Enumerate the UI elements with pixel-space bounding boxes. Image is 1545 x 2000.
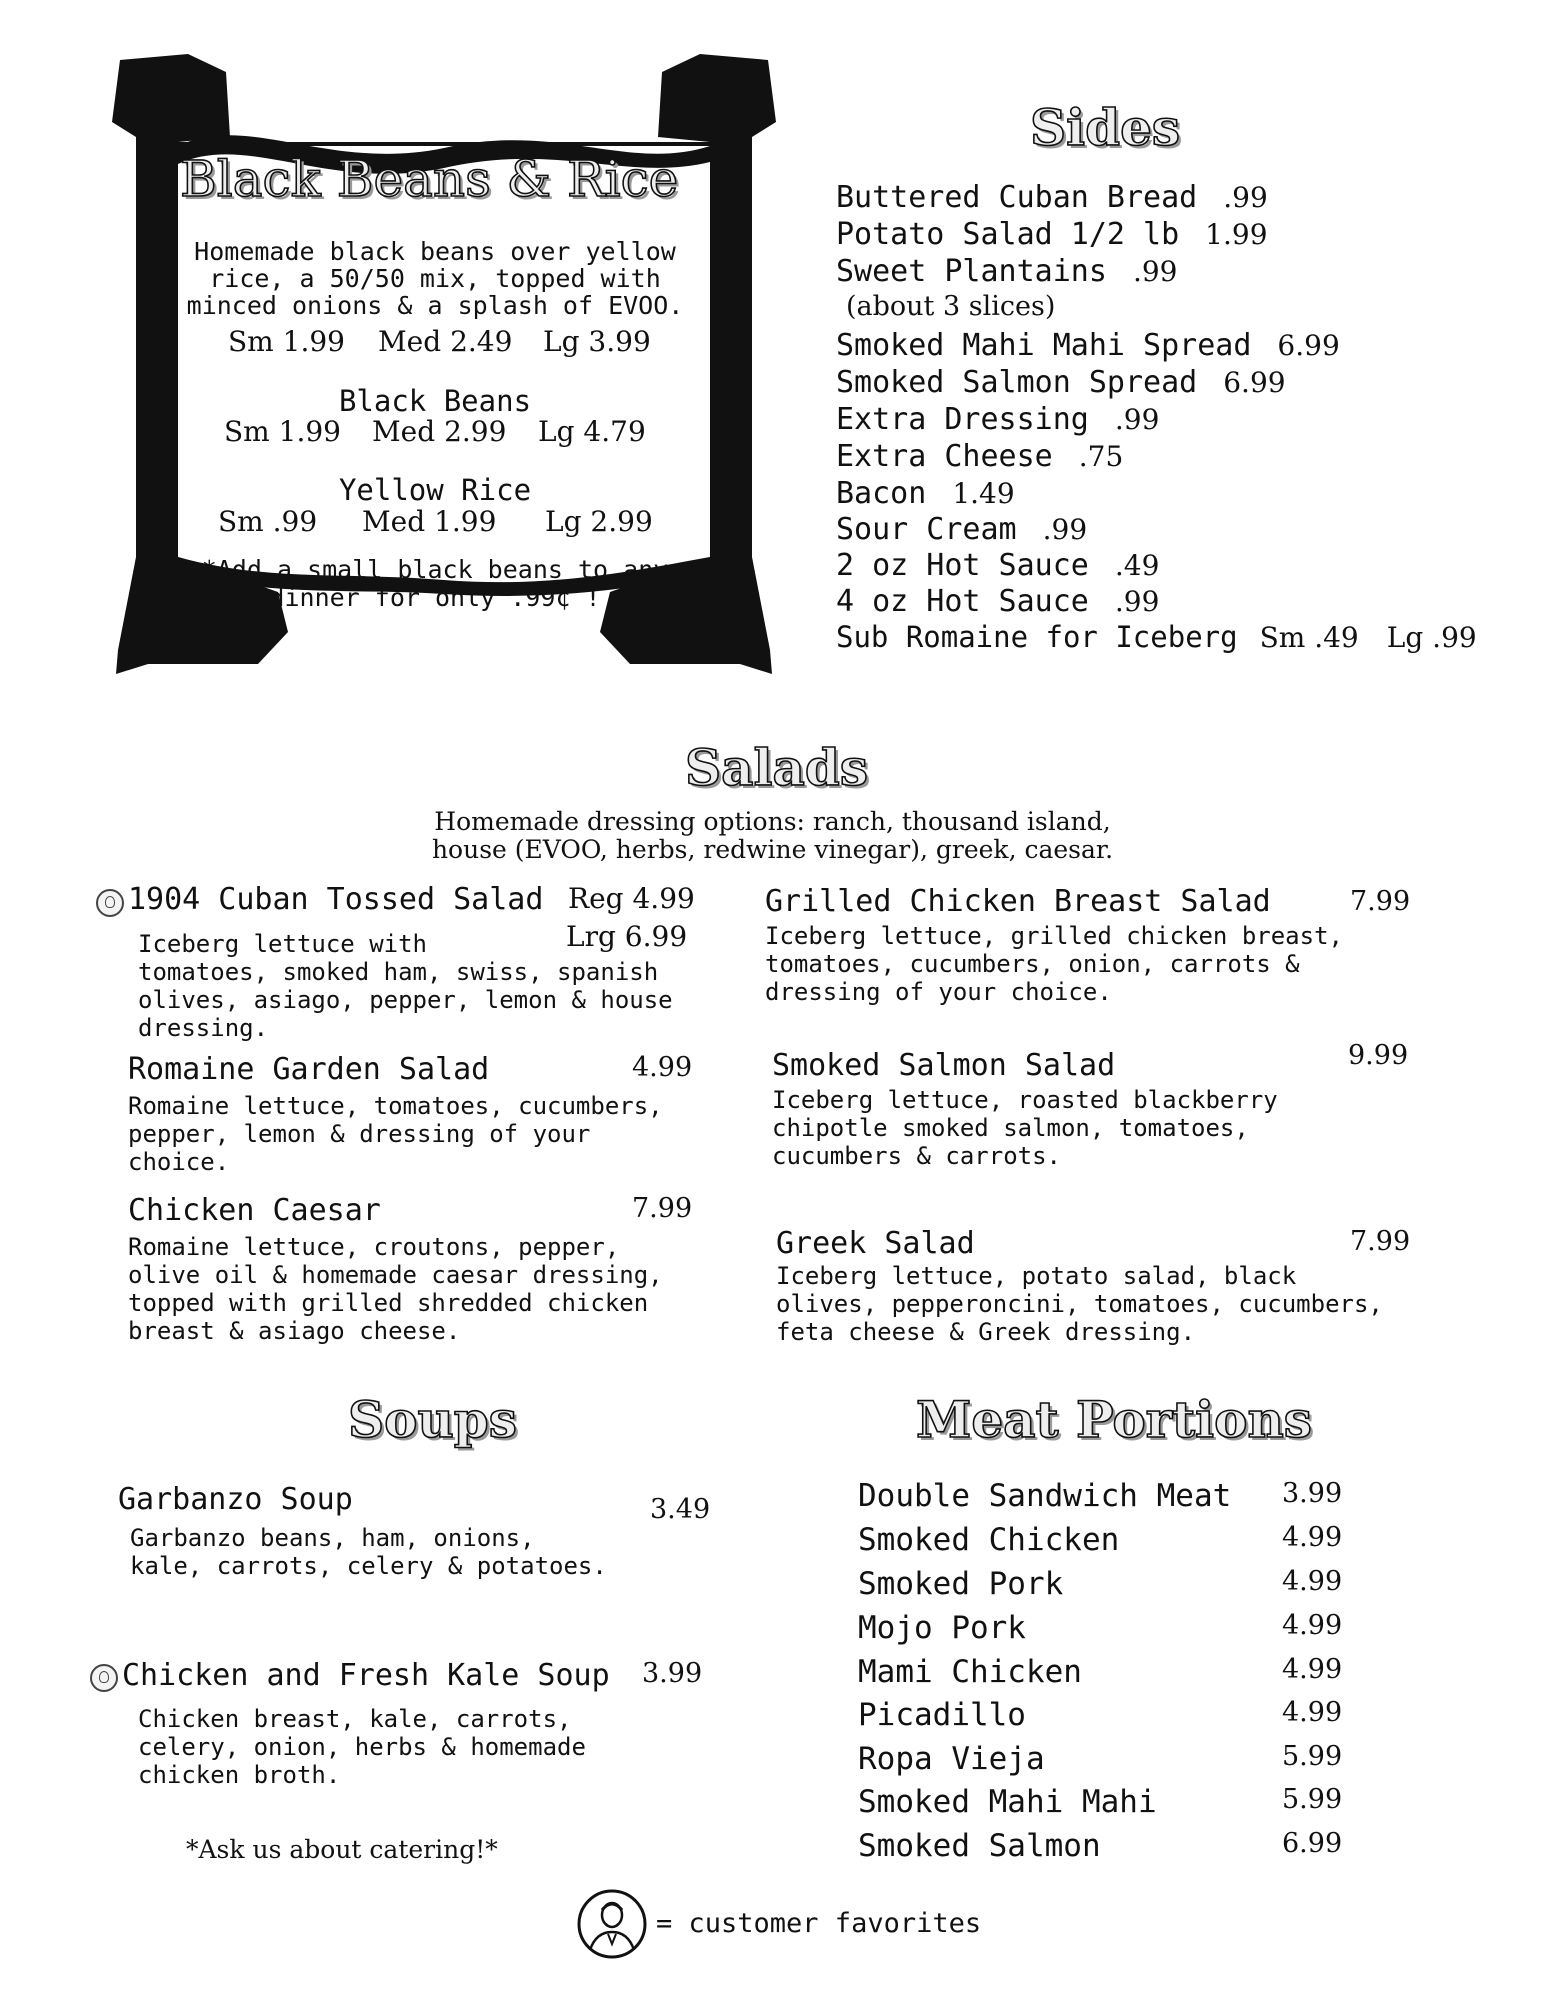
- list-item: Smoked Mahi Mahi Spread 6.99: [836, 328, 1340, 363]
- list-item: Double Sandwich Meat: [858, 1478, 1232, 1514]
- list-item: Potato Salad 1/2 lb 1.99: [836, 217, 1268, 252]
- black-beans-subtitle: Black Beans: [338, 384, 532, 418]
- list-item: Mami Chicken: [858, 1654, 1082, 1690]
- salad-description: Iceberg lettuce with tomatoes, smoked ham, swiss, spanish olives, asiago, pepper, lemon & house dressing.: [138, 930, 673, 1042]
- catering-note: *Ask us about catering!*: [186, 1835, 498, 1864]
- soups-title: Soups: [348, 1390, 517, 1449]
- list-item-price: 4.99: [1282, 1654, 1343, 1685]
- sides-title: Sides: [1030, 98, 1181, 157]
- list-item: Smoked Chicken: [858, 1522, 1120, 1558]
- list-item-price: 5.99: [1282, 1741, 1343, 1772]
- customer-favorite-icon: [90, 1664, 118, 1692]
- soup-price: 3.99: [642, 1658, 703, 1689]
- list-item: 2 oz Hot Sauce .49: [836, 548, 1160, 583]
- salads-intro: Homemade dressing options: ranch, thousand island, house (EVOO, herbs, redwine vinegar), greek, caesar.: [431, 807, 1114, 864]
- list-item: Picadillo: [858, 1697, 1026, 1733]
- list-item: Buttered Cuban Bread .99: [836, 180, 1268, 215]
- list-item: Smoked Salmon: [858, 1828, 1101, 1864]
- soup-name: Chicken and Fresh Kale Soup: [122, 1658, 610, 1693]
- list-item-price: 4.99: [1282, 1566, 1343, 1597]
- list-item: Smoked Mahi Mahi: [858, 1784, 1157, 1820]
- list-item: Extra Cheese .75: [836, 439, 1124, 474]
- salad-name: Greek Salad: [776, 1226, 975, 1261]
- list-item-price: 3.99: [1282, 1478, 1343, 1509]
- list-item: 4 oz Hot Sauce .99: [836, 584, 1160, 619]
- list-item-price: 4.99: [1282, 1522, 1343, 1553]
- yellow-rice-subtitle: Yellow Rice: [338, 473, 532, 507]
- list-item-price: 5.99: [1282, 1784, 1343, 1815]
- salad-name: Romaine Garden Salad: [128, 1052, 490, 1087]
- list-item: Bacon 1.49: [836, 476, 1015, 511]
- customer-favorite-icon: [576, 1888, 648, 1960]
- salad-description: Romaine lettuce, croutons, pepper, olive oil & homemade caesar dressing, topped with grilled shredded chicken breast & asiago cheese.: [128, 1233, 663, 1345]
- list-item: Sour Cream .99: [836, 512, 1088, 547]
- meat-portions-title: Meat Portions: [916, 1390, 1312, 1449]
- soup-description: Garbanzo beans, ham, onions, kale, carrots, celery & potatoes.: [130, 1524, 607, 1580]
- salad-description: Romaine lettuce, tomatoes, cucumbers, pepper, lemon & dressing of your choice.: [128, 1092, 663, 1176]
- list-item-note: (about 3 slices): [846, 291, 1056, 322]
- salad-name: Smoked Salmon Salad: [772, 1048, 1116, 1083]
- soup-description: Chicken breast, kale, carrots, celery, onion, herbs & homemade chicken broth.: [138, 1705, 586, 1789]
- salad-name: Grilled Chicken Breast Salad: [765, 884, 1271, 919]
- soup-name: Garbanzo Soup: [118, 1482, 353, 1517]
- list-item: Sub Romaine for Iceberg Sm .49 Lg .99: [836, 620, 1477, 654]
- salad-price: 9.99: [1348, 1040, 1409, 1071]
- list-item-price: 4.99: [1282, 1610, 1343, 1641]
- list-item-price: 6.99: [1282, 1828, 1343, 1859]
- salads-title: Salads: [685, 738, 869, 797]
- salad-price: Reg 4.99: [568, 882, 695, 915]
- salad-price-large: Lrg 6.99: [566, 920, 688, 953]
- salad-price: 7.99: [1350, 1226, 1411, 1257]
- salad-description: Iceberg lettuce, potato salad, black olives, pepperoncini, tomatoes, cucumbers, feta cheese & Greek dressing.: [776, 1262, 1383, 1346]
- salad-description: Iceberg lettuce, roasted blackberry chipotle smoked salmon, tomatoes, cucumbers & carrots.: [772, 1086, 1278, 1170]
- salad-name: Chicken Caesar: [128, 1193, 381, 1228]
- soup-price: 3.49: [650, 1494, 711, 1525]
- salad-description: Iceberg lettuce, grilled chicken breast, tomatoes, cucumbers, onion, carrots & dressing of your choice.: [765, 922, 1343, 1006]
- black-beans-rice-title: Black Beans & Rice: [180, 150, 679, 208]
- salad-name: 1904 Cuban Tossed Salad: [128, 882, 544, 917]
- salad-price: 7.99: [1350, 886, 1411, 917]
- list-item: Mojo Pork: [858, 1610, 1026, 1646]
- legend-label: = customer favorites: [656, 1908, 982, 1939]
- list-item: Smoked Salmon Spread 6.99: [836, 365, 1286, 400]
- list-item: Ropa Vieja: [858, 1741, 1045, 1777]
- list-item: Extra Dressing .99: [836, 402, 1160, 437]
- black-beans-note: *Add a small black beans to any dinner for only .99¢ !: [201, 555, 669, 612]
- list-item: Smoked Pork: [858, 1566, 1064, 1602]
- salad-price: 4.99: [632, 1052, 693, 1083]
- list-item: Sweet Plantains .99: [836, 254, 1178, 289]
- list-item-price: 4.99: [1282, 1697, 1343, 1728]
- customer-favorite-icon: [96, 889, 124, 917]
- salad-price: 7.99: [632, 1193, 693, 1224]
- black-beans-rice-description: Homemade black beans over yellow rice, a 50/50 mix, topped with minced onions & a splash of EVOO.: [186, 237, 684, 320]
